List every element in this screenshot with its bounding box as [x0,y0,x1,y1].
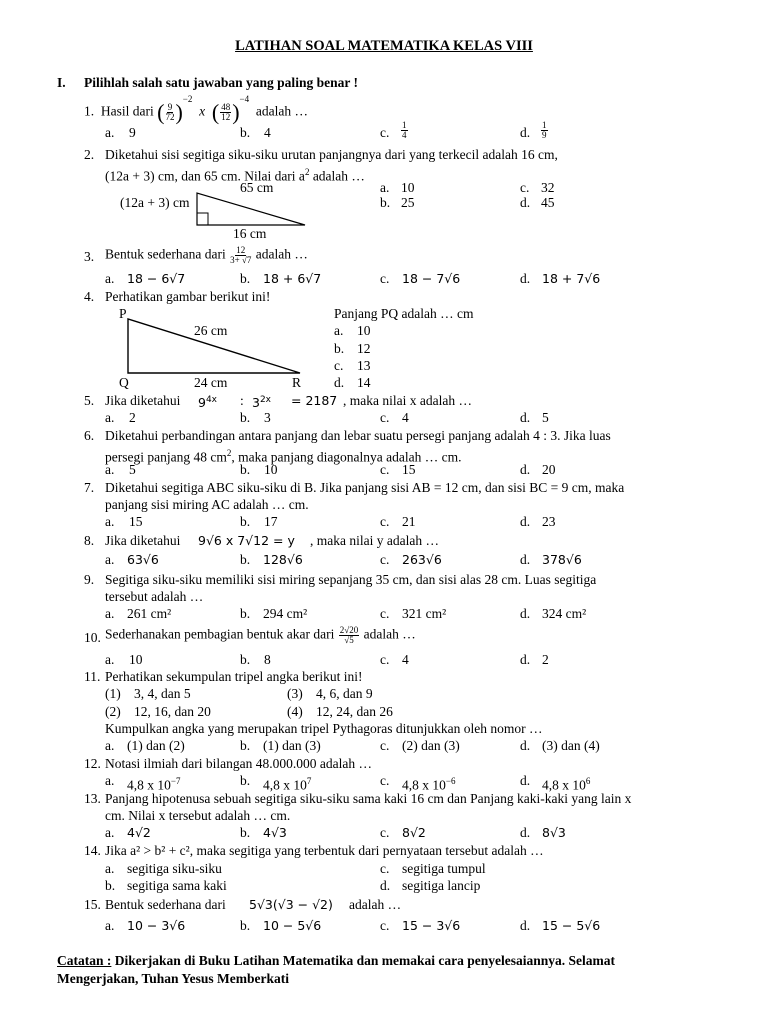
question-number: 13. [84,791,101,806]
option-value: 15 − 5√6 [542,918,601,933]
section-number: I. [57,75,66,90]
note [57,953,615,969]
option-label: d. [520,825,531,840]
times-symbol: x [199,103,206,119]
option-label: b. [334,341,345,356]
option-value: 10 − 3√6 [127,918,186,933]
math-term: $9^{4x}$ [198,395,218,411]
question-3 [105,246,308,265]
vertex-label-q: Q [119,375,129,390]
option-label: b. [240,462,251,477]
question-text: (12a + 3) cm, dan 65 cm. Nilai dari $a^2$ adalah … [105,167,365,184]
option-label: c. [380,918,390,933]
option-value: 321 cm² [402,606,447,621]
question-number: 4. [84,289,95,304]
option-label: d. [520,271,531,286]
option-label: d. [520,514,531,529]
option-label: a. [105,606,115,621]
option-label: a. [105,918,115,933]
list-item: 4, 6, dan 9 [316,686,373,701]
note-label: Catatan : [57,953,112,968]
question-text: Diketahui perbandingan antara panjang dan lebar suatu persegi panjang adalah 4 : 3. Jika luas [105,428,611,443]
list-item-number: (4) [287,704,303,719]
option-value: 10 [129,652,143,667]
option-label: a. [105,125,115,140]
list-item: 12, 16, dan 20 [134,704,211,719]
page-title: LATIHAN SOAL MATEMATIKA KELAS VIII [235,38,533,54]
list-item-number: (1) [105,686,121,701]
option-value: 10 − 5√6 [263,918,322,933]
option-label: a. [105,514,115,529]
option-label: a. [105,462,115,477]
math-term: $3^{2x}$ [252,395,272,411]
option-value: 378√6 [542,552,582,567]
question-text: Jika diketahui [105,533,181,548]
question-number: 10. [84,630,101,645]
option-value: 18 − 6√7 [127,271,186,286]
list-item-number: (3) [287,686,303,701]
option-value: 4 [402,410,409,425]
option-label: b. [240,825,251,840]
question-text: Panjang PQ adalah … cm [334,306,474,321]
option-label: a. [334,323,344,338]
fraction-numerator: 2√20 [339,625,359,635]
option-value: 2 [129,410,136,425]
option-value: 63√6 [127,552,159,567]
question-text: , maka nilai y adalah … [310,533,439,548]
option-label: c. [380,652,390,667]
option-value: 13 [357,358,371,373]
question-text: panjang sisi miring AC adalah … cm. [105,497,309,512]
option-value: (1) dan (2) [127,738,185,753]
option-value: 9 [129,125,136,140]
option-label: a. [380,180,390,195]
question-number: 11. [84,669,101,684]
option-fraction [400,121,409,140]
question-text: Perhatikan sekumpulan tripel angka berikut ini! [105,669,363,684]
fraction-numerator: 12 [236,245,246,255]
option-value: 14 [357,375,371,390]
option-value: 4 [402,652,409,667]
question-text: Diketahui sisi segitiga siku-siku urutan panjangnya dari yang terkecil adalah 16 cm, [105,147,558,162]
option-value: 128√6 [263,552,303,567]
option-value: 3 [264,410,271,425]
option-label: c. [380,606,390,621]
option-label: d. [520,773,531,788]
option-value: 10 [401,180,415,195]
option-label: d. [520,195,531,210]
fraction-denominator: √5 [344,635,354,645]
option-value: 324 cm² [542,606,587,621]
fraction-denominator: 9 [542,130,547,140]
option-value: 4,8 x $10^6$ [542,776,591,793]
question-text: adalah … [363,626,416,642]
option-value: 8√3 [542,825,566,840]
option-value: 2 [542,652,549,667]
option-label: a. [105,410,115,425]
option-label: c. [380,462,390,477]
option-label: b. [240,652,251,667]
option-value: 25 [401,195,415,210]
vertex-label-r: R [292,375,302,390]
question-number: 2. [84,147,95,162]
figure-label: 16 cm [233,226,267,241]
option-label: d. [520,738,531,753]
right-triangle-figure [195,190,310,228]
hypotenuse-label: 26 cm [194,323,228,338]
note-text: Mengerjakan, Tuhan Yesus Memberkati [57,971,290,986]
option-label: c. [334,358,344,373]
option-value: 15 [402,462,416,477]
question-text: Perhatikan gambar berikut ini! [105,289,271,304]
question-text: persegi panjang 48 $cm^2$, maka panjang diagonalnya adalah … cm. [105,448,462,465]
exponent: −4 [239,94,250,104]
option-value: segitiga sama kaki [127,878,227,893]
option-label: c. [380,552,390,567]
question-number: 7. [84,480,95,495]
option-value: 15 [129,514,143,529]
question-text: adalah … [349,897,402,912]
question-text: Kumpulkan angka yang merupakan tripel Pythagoras ditunjukkan oleh nomor … [105,721,543,736]
question-text: adalah … [255,103,308,119]
option-value: 4,8 x $10^7$ [263,776,312,793]
option-label: a. [105,552,115,567]
fraction-numerator: 48 [221,101,231,112]
option-label: b. [240,606,251,621]
option-value: segitiga siku-siku [127,861,222,876]
question-text: , maka nilai x adalah … [343,393,472,408]
option-value: 32 [541,180,555,195]
question-number: 5. [84,393,95,408]
option-label: a. [105,773,115,788]
math-expression: 9√6 x 7√12 = y [198,533,295,548]
question-text: Panjang hipotenusa sebuah segitiga siku-siku sama kaki 16 cm dan Panjang kaki-kaki yang lain x [105,791,632,806]
question-1: 1. Hasil dari ( $\frac{9}{72}$ )$^{-2}$ x ( $\frac{48}{12}$ )$^{-4}$ adalah … [84,94,308,125]
question-text: Diketahui segitiga ABC siku-siku di B. Jika panjang sisi AB = 12 cm, dan sisi BC = 9 cm, maka [105,480,625,495]
option-label: a. [105,271,115,286]
question-text: adalah … [255,246,308,262]
option-label: c. [380,514,390,529]
option-value: 8 [264,652,271,667]
option-label: b. [240,552,251,567]
fraction-numerator: 1 [542,120,547,130]
option-value: 5 [129,462,136,477]
figure-label: 65 cm [240,180,274,195]
option-value: (2) dan (3) [402,738,460,753]
fraction-denominator: 4 [402,130,407,140]
question-text: Bentuk sederhana dari [105,246,226,262]
option-label: c. [380,773,390,788]
math-expression: 5√3(√3 − √2) [249,897,333,912]
list-item: 12, 24, dan 26 [316,704,393,719]
question-number: 6. [84,428,95,443]
exponent: −2 [182,94,193,104]
option-label: c. [380,861,390,876]
option-label: c. [380,125,390,140]
question-text: tersebut adalah … [105,589,204,604]
option-value: 45 [541,195,555,210]
option-label: b. [240,918,251,933]
option-value: 10 [357,323,371,338]
triangle-pqr-figure [125,316,305,376]
question-number: 14. [84,843,101,858]
option-value: 261 cm² [127,606,172,621]
option-value: 18 + 6√7 [263,271,322,286]
option-value: 4,8 x $10^{-6}$ [402,776,456,793]
option-label: d. [520,918,531,933]
question-text: cm. Nilai x tersebut adalah … cm. [105,808,291,823]
option-value: 4√2 [127,825,151,840]
option-value: 4,8 x $10^{-7}$ [127,776,181,793]
option-label: b. [380,195,391,210]
figure-label: (12a + 3) cm [120,195,190,210]
question-text: Jika a² > b² + c², maka segitiga yang terbentuk dari pernyataan tersebut adalah … [105,843,544,858]
option-label: a. [105,861,115,876]
option-value: 263√6 [402,552,442,567]
option-label: b. [240,514,251,529]
option-label: d. [520,462,531,477]
question-text: Jika diketahui [105,393,181,408]
option-label: b. [240,738,251,753]
list-item: 3, 4, dan 5 [134,686,191,701]
option-label: c. [380,825,390,840]
note-text: Dikerjakan di Buku Latihan Matematika dan memakai cara penyelesaiannya. Selamat [111,953,616,968]
question-number: 8. [84,533,95,548]
option-value: 4√3 [263,825,287,840]
question-number: 9. [84,572,95,587]
option-value: 15 − 3√6 [402,918,461,933]
option-label: d. [520,552,531,567]
option-value: (1) dan (3) [263,738,321,753]
vertex-label-p: P [119,306,127,321]
question-number: 15. [84,897,101,912]
option-value: 21 [402,514,416,529]
option-label: a. [105,825,115,840]
option-label: d. [520,652,531,667]
option-value: segitiga tumpul [402,861,486,876]
option-label: b. [240,271,251,286]
question-text: Hasil dari [100,103,154,119]
math-equals: = 2187 [291,393,338,408]
option-value: segitiga lancip [402,878,481,893]
option-label: d. [520,125,531,140]
question-text: Bentuk sederhana dari [105,897,226,912]
option-value: 4 [264,125,271,140]
option-value: 8√2 [402,825,426,840]
option-label: b. [105,878,116,893]
option-value: 18 + 7√6 [542,271,601,286]
option-value: 10 [264,462,278,477]
option-value: 20 [542,462,556,477]
question-number: 1. [84,103,95,119]
question-text: Segitiga siku-siku memiliki sisi miring sepanjang 35 cm, dan sisi alas 28 cm. Luas segitiga [105,572,597,587]
fraction-denominator: 12 [221,111,231,122]
fraction-denominator: 3+ √7 [230,255,252,265]
question-10 [105,626,416,645]
option-value: 12 [357,341,371,356]
option-label: a. [105,738,115,753]
option-label: c. [520,180,530,195]
option-label: d. [334,375,345,390]
fraction-numerator: 1 [402,120,407,130]
option-label: c. [380,738,390,753]
option-fraction [540,121,549,140]
option-label: a. [105,652,115,667]
option-label: d. [520,410,531,425]
option-value: 17 [264,514,278,529]
math-operator: : [240,393,244,408]
option-label: b. [240,410,251,425]
fraction-denominator: 72 [165,111,175,122]
question-text: Notasi ilmiah dari bilangan 48.000.000 adalah … [105,756,372,771]
section-instruction: Pilihlah salah satu jawaban yang paling benar ! [84,75,358,90]
option-value: (3) dan (4) [542,738,600,753]
option-label: c. [380,271,390,286]
question-number: 12. [84,756,101,771]
option-label: d. [380,878,391,893]
option-label: b. [240,773,251,788]
option-label: d. [520,606,531,621]
option-label: b. [240,125,251,140]
question-text: Sederhanakan pembagian bentuk akar dari [105,626,335,642]
option-value: 5 [542,410,549,425]
option-value: 23 [542,514,556,529]
list-item-number: (2) [105,704,121,719]
option-label: c. [380,410,390,425]
option-value: 294 cm² [263,606,308,621]
fraction-numerator: 9 [167,101,173,112]
question-number: 3. [84,249,95,264]
base-label: 24 cm [194,375,228,390]
option-value: 18 − 7√6 [402,271,461,286]
